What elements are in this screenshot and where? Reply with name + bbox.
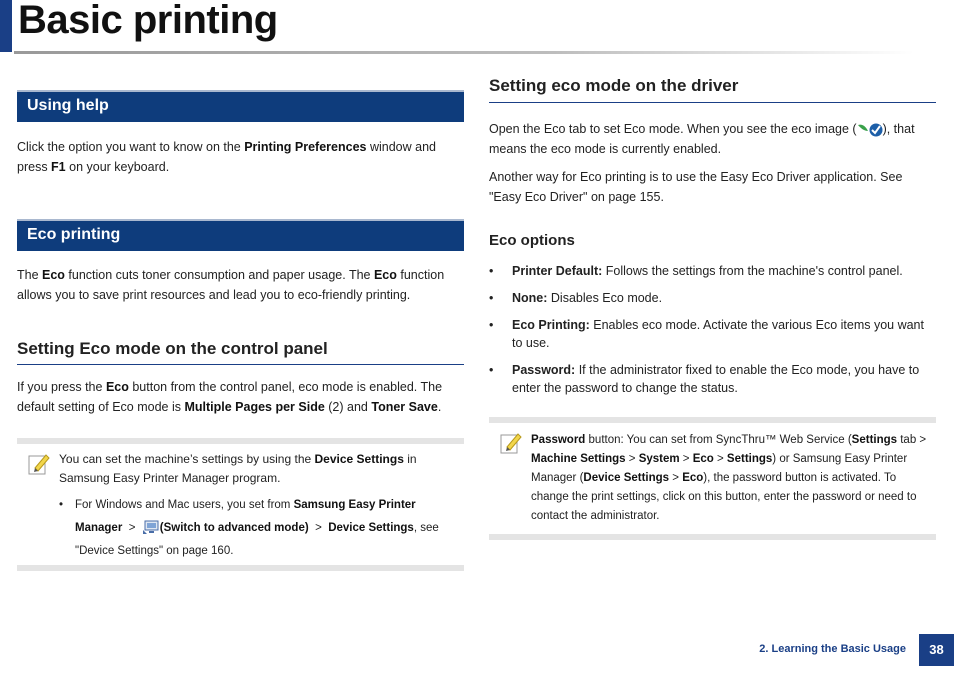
text: Click the option you want to know on the [17, 140, 245, 154]
note-pencil-icon [499, 431, 523, 455]
title-accent-bar [0, 0, 12, 52]
bold-text: Machine Settings [531, 453, 626, 465]
section-heading-eco-printing [17, 219, 464, 251]
text: If the administrator fixed to enable the Eco mode, you have to enter the password to change the status. [512, 363, 920, 395]
text: function cuts toner consumption and paper usage. The [64, 268, 374, 282]
eco-leaf-icon [857, 122, 883, 137]
eco-option-item [489, 316, 936, 354]
switch-advanced-mode-icon [142, 520, 160, 536]
section-heading-text: Using help [27, 97, 109, 114]
eco-option-text [512, 262, 936, 280]
text: "Device Settings" on page 160. [75, 545, 234, 557]
subheading-divider [489, 102, 936, 103]
bold-text: Manager [75, 522, 123, 534]
eco-printing-paragraph [17, 266, 464, 305]
text: Manager ( [531, 472, 584, 484]
driver-paragraph-1 [489, 120, 936, 159]
text: Open the Eco tab to set Eco mode. When you see the eco image ( [489, 122, 857, 136]
bold-text: (Switch to advanced mode) [159, 522, 309, 534]
section-heading-using-help [17, 90, 464, 122]
key-label: F1 [51, 159, 66, 174]
bold-text: Device Settings [328, 522, 414, 534]
text: on your keyboard. [65, 159, 170, 174]
bold-text: Eco [42, 268, 65, 282]
section-heading-text: Eco printing [27, 226, 121, 243]
eco-option-label: Password: [512, 363, 576, 377]
bullet-dot: • [59, 499, 64, 511]
text: ), the password button is activated. To change the print settings, click on this button, enter the password or need to contact the administrator. [531, 472, 917, 522]
subheading-driver: Setting eco mode on the driver [489, 76, 739, 95]
text: > [669, 472, 683, 484]
eco-option-item [489, 361, 936, 399]
text: , see [413, 522, 439, 534]
text: function allows you to save print resources and lead you to eco-friendly printing. [17, 268, 445, 302]
separator: > [315, 522, 322, 534]
note-box-device-settings [17, 438, 464, 571]
bullet-dot: • [489, 291, 494, 305]
text: in [403, 452, 417, 466]
text: tab > [897, 434, 927, 446]
text: window and press [17, 140, 436, 174]
text: ), that means the eco mode is currently enabled. [489, 122, 915, 156]
eco-option-text [512, 316, 936, 352]
page-title: Basic printing [18, 0, 278, 42]
text: button from the control panel, eco mode is enabled. The default setting of Eco mode is [17, 380, 443, 414]
note-pencil-icon [27, 452, 51, 476]
bold-text: Eco [682, 472, 704, 484]
subheading-eco-options: Eco options [489, 232, 575, 249]
eco-option-label: None: [512, 291, 548, 305]
text: > [713, 453, 727, 465]
text: button: You can set from SyncThru™ Web Service ( [585, 434, 852, 446]
text: . [437, 399, 442, 414]
eco-option-label: Printer Default: [512, 264, 603, 278]
text: Follows the settings from the machine's control panel. [602, 264, 903, 278]
driver-paragraph-2: Another way for Eco printing is to use the Easy Eco Driver application. See "Easy Eco Driver" on page 155. [489, 170, 903, 204]
text: Disables Eco mode. [547, 291, 663, 305]
using-help-paragraph [17, 138, 464, 177]
bullet-dot: • [489, 318, 494, 332]
bold-text: Device Settings [583, 472, 670, 484]
bold-text: Device Settings [314, 452, 404, 466]
bold-text: Samsung Easy Printer [293, 499, 416, 511]
text: Samsung Easy Printer Manager program. [59, 471, 281, 485]
eco-option-item [489, 289, 936, 309]
subheading-divider [17, 364, 464, 365]
text: The [17, 268, 43, 282]
eco-option-text [512, 289, 936, 307]
bold-text: Toner Save [371, 399, 438, 414]
note-text [531, 431, 931, 526]
bold-text: Printing Preferences [244, 140, 367, 154]
note-box-password [489, 417, 936, 540]
text: (2) and [324, 399, 372, 414]
bold-text: Eco [692, 453, 714, 465]
footer-section-label: 2. Learning the Basic Usage [759, 643, 906, 655]
eco-option-label: Eco Printing: [512, 318, 590, 332]
bold-text: Settings [851, 434, 898, 446]
page-number: 38 [919, 634, 954, 666]
bold-text: Eco [373, 268, 397, 282]
text: ) or Samsung Easy Printer [772, 453, 908, 465]
eco-option-text [512, 361, 936, 397]
text: For Windows and Mac users, you set from [75, 499, 294, 511]
separator: > [128, 522, 136, 534]
bold-text: System [638, 453, 680, 465]
control-panel-paragraph [17, 378, 464, 417]
text: > [625, 453, 639, 465]
bold-text: Password [531, 434, 586, 446]
bullet-dot: • [489, 363, 494, 377]
text: If you press the [17, 380, 106, 394]
bullet-dot: • [489, 264, 494, 278]
note-text [59, 450, 454, 488]
bold-text: Settings [726, 453, 773, 465]
note-bullet [59, 494, 454, 563]
text: > [679, 453, 693, 465]
eco-option-item [489, 262, 936, 282]
title-divider [14, 51, 914, 54]
bold-text: Eco [105, 380, 129, 394]
bold-text: Multiple Pages per Side [184, 399, 325, 414]
text: Enables eco mode. Activate the various Eco items you want to use. [512, 318, 924, 350]
text: You can set the machine’s settings by using the [59, 452, 315, 466]
subheading-control-panel: Setting Eco mode on the control panel [17, 339, 328, 358]
